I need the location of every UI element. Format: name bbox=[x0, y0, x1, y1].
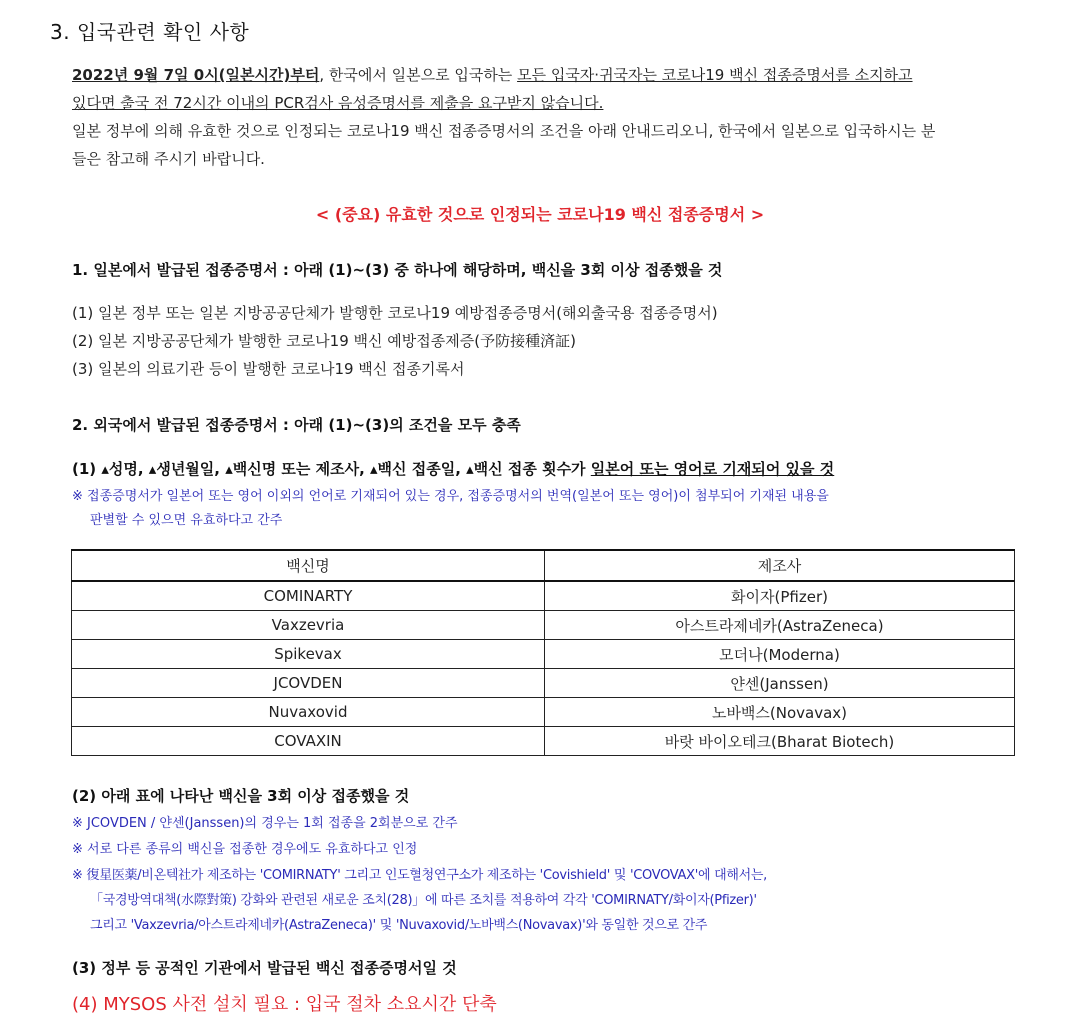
condition2-note-1: ※ JCOVDEN / 얀센(Janssen)의 경우는 1회 접종을 2회분으로 간주 bbox=[72, 816, 458, 831]
manufacturer-cell: 아스트라제네카(AstraZeneca) bbox=[545, 611, 1015, 640]
condition1-title bbox=[72, 458, 834, 479]
manufacturer-cell: 바랏 바이오테크(Bharat Biotech) bbox=[545, 727, 1015, 756]
vaccine-name-cell: Vaxzevria bbox=[72, 611, 545, 640]
table-row bbox=[72, 669, 1015, 698]
condition2-title: (2) 아래 표에 나타난 백신을 3회 이상 접종했을 것 bbox=[72, 787, 410, 805]
condition3-title: (3) 정부 등 공적인 기관에서 발급된 백신 접종증명서일 것 bbox=[72, 959, 457, 977]
intro-line-4: 들은 참고해 주시기 바랍니다. bbox=[72, 150, 265, 168]
intro-line1-underlined: 모든 입국자·귀국자는 코로나19 백신 접종증명서를 소지하고 bbox=[517, 66, 913, 84]
condition1-note-line1: ※ 접종증명서가 일본어 또는 영어 이외의 언어로 기재되어 있는 경우, 접종증명서의 번역(일본어 또는 영어)이 첨부되어 기재된 내용을 bbox=[72, 489, 829, 504]
condition4-cut-off-line: (4) MYSOS 사전 설치 필요 : 입국 절차 소요시간 단축 bbox=[72, 994, 497, 1015]
table-row bbox=[72, 640, 1015, 669]
section-heading: 3. 입국관련 확인 사항 bbox=[50, 20, 250, 44]
condition1-prefix: (1) ▴성명, ▴생년월일, ▴백신명 또는 제조사, ▴백신 접종일, ▴백신 접종 횟수가 bbox=[72, 460, 591, 478]
manufacturer-cell: 얀센(Janssen) bbox=[545, 669, 1015, 698]
manufacturer-cell: 노바백스(Novavax) bbox=[545, 698, 1015, 727]
column-header-manufacturer: 제조사 bbox=[545, 550, 1015, 581]
section1-item-1: (1) 일본 정부 또는 일본 지방공공단체가 발행한 코로나19 예방접종증명서(해외출국용 접종증명서) bbox=[72, 304, 718, 322]
intro-effective-date: 2022년 9월 7일 0시(일본시간)부터 bbox=[72, 66, 320, 84]
table-row bbox=[72, 581, 1015, 611]
table-row bbox=[72, 698, 1015, 727]
condition2-note-2: ※ 서로 다른 종류의 백신을 접종한 경우에도 유효하다고 인정 bbox=[72, 842, 418, 857]
section1-item-3: (3) 일본의 의료기관 등이 발행한 코로나19 백신 접종기록서 bbox=[72, 360, 465, 378]
table-row bbox=[72, 611, 1015, 640]
important-title: < (중요) 유효한 것으로 인정되는 코로나19 백신 접종증명서 > bbox=[315, 205, 765, 224]
condition1-note-line2: 판별할 수 있으면 유효하다고 간주 bbox=[90, 513, 283, 528]
intro-line1-mid: , 한국에서 일본으로 입국하는 bbox=[319, 66, 518, 84]
vaccine-name-cell: COVAXIN bbox=[72, 727, 545, 756]
table-header-row bbox=[72, 550, 1015, 581]
vaccine-name-cell: JCOVDEN bbox=[72, 669, 545, 698]
vaccine-name-cell: Spikevax bbox=[72, 640, 545, 669]
table-row bbox=[72, 727, 1015, 756]
vaccine-name-cell: COMINARTY bbox=[72, 581, 545, 611]
intro-line-1 bbox=[72, 64, 913, 85]
condition2-note-4: 「국경방역대책(水際對策) 강화와 관련된 새로운 조치(28)」에 따른 조치를 적용하여 각각 'COMIRNATY/화이자(Pfizer)' bbox=[90, 893, 757, 908]
section2-title: 2. 외국에서 발급된 접종증명서 : 아래 (1)~(3)의 조건을 모두 충족 bbox=[72, 416, 521, 434]
column-header-vaccine: 백신명 bbox=[72, 550, 545, 581]
intro-line-3: 일본 정부에 의해 유효한 것으로 인정되는 코로나19 백신 접종증명서의 조건을 아래 안내드리오니, 한국에서 일본으로 입국하시는 분 bbox=[72, 122, 936, 140]
intro-line-2: 있다면 출국 전 72시간 이내의 PCR검사 음성증명서를 제출을 요구받지 않습니다. bbox=[72, 94, 604, 112]
vaccine-name-cell: Nuvaxovid bbox=[72, 698, 545, 727]
section1-title: 1. 일본에서 발급된 접종증명서 : 아래 (1)~(3) 중 하나에 해당하며, 백신을 3회 이상 접종했을 것 bbox=[72, 261, 723, 279]
condition2-note-3: ※ 復星医薬/비온텍社가 제조하는 'COMIRNATY' 그리고 인도혈청연구소가 제조하는 'Covishield' 및 'COVOVAX'에 대해서는, bbox=[72, 868, 767, 883]
vaccine-table bbox=[71, 549, 1015, 756]
section1-item-2: (2) 일본 지방공공단체가 발행한 코로나19 백신 예방접종제증(予防接種済証) bbox=[72, 332, 576, 350]
condition2-note-5: 그리고 'Vaxzevria/아스트라제네카(AstraZeneca)' 및 'Nuvaxovid/노바백스(Novavax)'와 동일한 것으로 간주 bbox=[90, 918, 708, 933]
manufacturer-cell: 화이자(Pfizer) bbox=[545, 581, 1015, 611]
manufacturer-cell: 모더나(Moderna) bbox=[545, 640, 1015, 669]
condition1-underlined: 일본어 또는 영어로 기재되어 있을 것 bbox=[590, 460, 835, 478]
